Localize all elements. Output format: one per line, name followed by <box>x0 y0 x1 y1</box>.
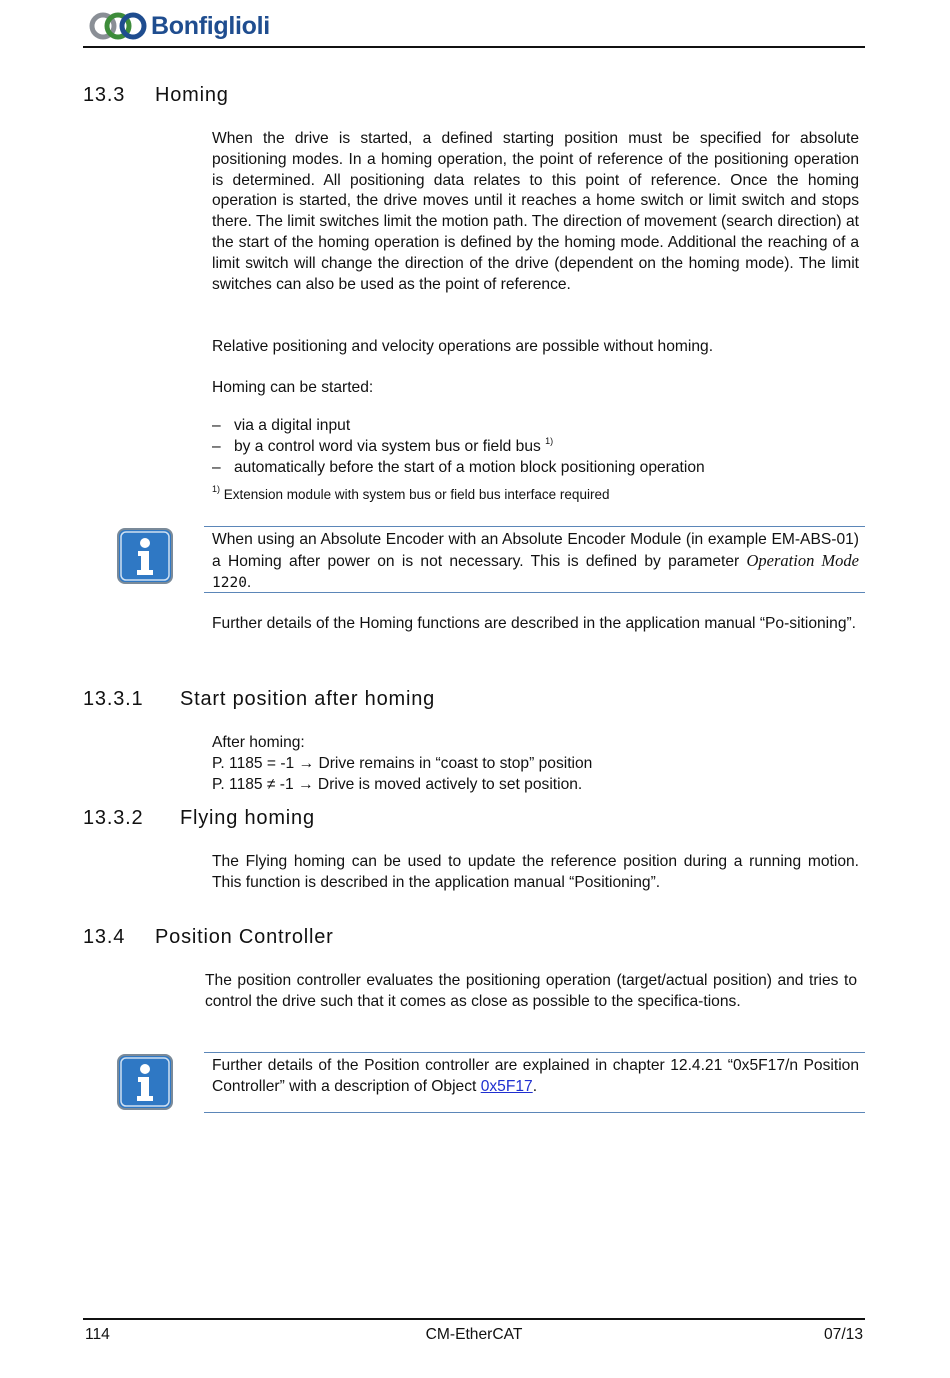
info-box-absolute-encoder: When using an Absolute Encoder with an Absolute Encoder Module (in example EM-ABS-01) a Homing after power on is not necessary. This is defined by parameter Operation Mode 1220. <box>204 526 865 593</box>
homing-started-paragraph: Homing can be started: <box>212 379 374 396</box>
homing-start-list <box>212 416 859 478</box>
object-0x5F17-link[interactable]: 0x5F17 <box>480 1077 533 1095</box>
p1185-active-line: P. 1185 ≠ -1 → Drive is moved actively to set position. <box>212 775 583 793</box>
footnote-ref: 1) <box>545 435 554 446</box>
relative-positioning-paragraph: Relative positioning and velocity operations are possible without homing. <box>212 338 714 355</box>
flying-homing-paragraph: The Flying homing can be used to update the reference position during a running motion. This function is described in the application manual “Positioning”. <box>212 853 859 891</box>
heading-13-3-1: 13.3.1 Start position after homing <box>83 688 436 710</box>
p1185-coast-line: P. 1185 = -1 → Drive remains in “coast to stop” position <box>212 754 593 772</box>
section-number: 13.3 <box>83 84 126 106</box>
position-controller-paragraph: The position controller evaluates the positioning operation (target/actual position) and tries to control the drive such that it comes as close as possible to the specifica-tions. <box>205 972 857 1010</box>
page-footer <box>83 1318 865 1350</box>
heading-13-4: 13.4 Position Controller <box>83 926 334 948</box>
after-homing-line: After homing: <box>212 734 305 751</box>
heading-13-3 <box>83 84 229 107</box>
document-name: CM-EtherCAT <box>425 1326 523 1343</box>
page-number: 114 <box>85 1326 110 1343</box>
info-icon <box>117 1054 173 1110</box>
footnote: $^{1)}$ Extension module with system bus or field bus interface required <box>212 484 610 502</box>
parameter-name: Operation Mode <box>746 550 859 570</box>
section-title: Homing <box>155 84 229 106</box>
list-item: – via a digital input <box>212 417 351 434</box>
info-box-position-controller: Further details of the Position controller are explained in chapter 12.4.21 “0x5F17/n Position Controller” with a description of Object 0x5F17. <box>204 1052 865 1113</box>
info-icon <box>117 528 173 584</box>
start-position-block <box>212 733 859 795</box>
logo-text: Bonfiglioli <box>151 11 270 40</box>
page-header <box>83 6 865 48</box>
document-date: 07/13 <box>823 1326 863 1343</box>
bonfiglioli-logo <box>89 10 270 42</box>
list-item: – by a control word via system bus or field bus $^{1)}$ <box>212 435 554 455</box>
homing-intro-paragraph: When the drive is started, a defined starting position must be specified for absolute positioning modes. In a homing operation, the point of reference of the positioning operation is determined. All positioning data relates to this point of reference. Once the homing operation is started, the drive moves until it reaches a home switch or limit switch and stops there. The limit switches limit the motion path. The direction of movement (search direction) at the start of the homing operation is defined by the homing mode. Additional the reaching of a limit switch will change the direction of the drive (dependent on the homing mode). The limit switches can also be used as the point of reference. <box>212 130 859 293</box>
heading-13-3-2: 13.3.2 Flying homing <box>83 807 315 829</box>
further-details-homing-paragraph: Further details of the Homing functions are described in the application manual “Po-sitioning”. <box>212 615 857 632</box>
parameter-number: 1220 <box>212 574 247 591</box>
logo-rings-icon <box>89 11 147 41</box>
list-item: – automatically before the start of a motion block positioning operation <box>212 458 705 476</box>
